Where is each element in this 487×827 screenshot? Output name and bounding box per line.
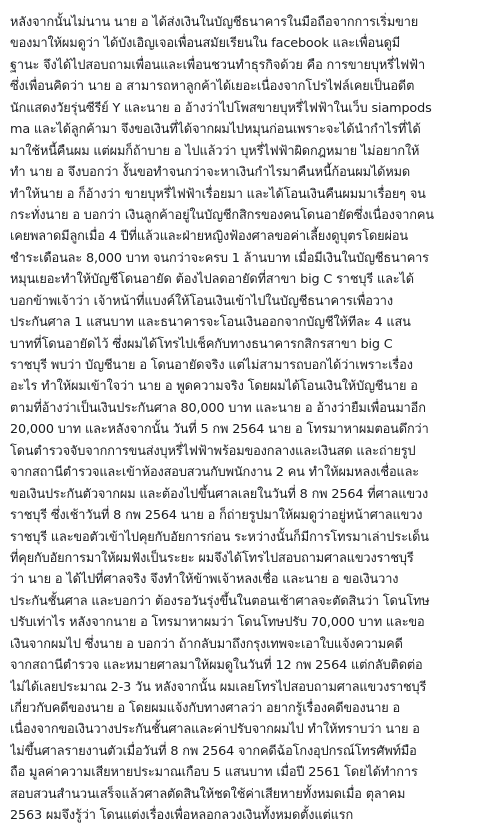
post-text-line: จากสถานีตำรวจและเข้าห้องสอบสวนกับพนักงาน 2 คน ทำให้ผมหลงเชื่อและ <box>10 465 419 481</box>
post-text-line: ไม่ได้เลยประมาณ 2-3 วัน หลังจากนั้น ผมเลยโทรไปสอบถามศาลแขวงราชบุรี <box>10 679 427 695</box>
post-text-line: บาทที่โดนอายัดไว้ ซึ่งผมได้โทรไปเช็คกับทางธนาคารกสิกรสาขา big C <box>10 336 393 352</box>
post-text-line: ของมาให้ผมดูว่า ได้บังเอิญเจอเพื่อนสมัยเรียนใน facebook และเพื่อนดูมี <box>10 36 401 52</box>
post-text-line: เงินจากผมไป ซึ่งนาย อ บอกว่า ถ้ากลับมาถึงกรุงเทพจะเอาใบแจ้งความคดี <box>10 636 403 652</box>
post-text-line: 20,000 บาท และหลังจากนั้น วันที่ 5 กพ 2564 นาย อ โทรมาหาผมตอนดึกว่า <box>10 422 429 438</box>
post-text-line: นักแสดงวัยรุ่นซีรีย์ Y และนาย อ อ้างว่าไปโพสขายบุหรี่ไฟฟ้าในเว็บ siampods <box>10 100 432 116</box>
post-text-line: ราชบุรี ซึ่งเช้าวันที่ 8 กพ 2564 นาย อ ก็ถ่ายรูปมาให้ผมดูว่าอยู่หน้าศาลแขวง <box>10 508 423 524</box>
post-text-line: ชำระเดือนละ 8,000 บาท จนกว่าจะครบ 1 ล้านบาท เมื่อมีเงินในบัญชีธนาคาร <box>10 250 429 266</box>
post-text-line: เกี่ยวกับคดีของนาย อ โดยผมแจ้งกับทางศาลว่า อยากรู้เรื่องคดีของนาย อ <box>10 701 401 716</box>
post-text-line: ซึ่งเพื่อนคิดว่า นาย อ สามารถหาลูกค้าได้เยอะเนื่องจากโปรไฟล์เคยเป็นอดีต <box>10 79 415 95</box>
post-text-line: ประกันชั้นศาล และบอกว่า ต้องรอวันรุ่งขึ้นในตอนเช้าศาลจะตัดสินว่า โดนโทษ <box>10 593 430 609</box>
post-text-line: บอกข้าพเจ้าว่า เจ้าหน้าที่แบงค์ให้โอนเงินเข้าไปในบัญชีธนาคารเพื่อวาง <box>10 293 393 309</box>
post-text-line: สอบสวนสำนวนเสร็จแล้วศาลตัดสินให้ชดใช้ค่าเสียหายทั้งหมดเมื่อ ตุลาคม <box>10 786 406 802</box>
post-text-line: เคยพลาดมีลูกเมื่อ 4 ปีที่แล้วและฝ่ายหญิงฟ้องศาลขอค่าเลี้ยงดูบุตรโดยผ่อน <box>10 229 408 245</box>
post-text-line: ที่คุยกับอัยการมาให้ผมฟังเป็นระยะ ผมจึงได้โทรไปสอบถามศาลแขวงราชบุรี <box>10 550 414 566</box>
post-text-line: ma และได้ลูกค้ามา จึงขอเงินที่ได้จากผมไปหมุนก่อนเพราะจะได้นำกำไรที่ได้ <box>10 122 421 138</box>
post-text-line: ถือ มูลค่าความเสียหายประมาณเกือบ 5 แสนบาท เมื่อปี 2561 โดยได้ทำการ <box>10 765 418 781</box>
post-text-line: โดนตำรวจจับจากการขนส่งบุหรี่ไฟฟ้าพร้อมของกลางและเงินสด และถ่ายรูป <box>10 443 416 459</box>
post-text-line: ราชบุรี พบว่า บัญชีนาย อ โดนอายัดจริง แต่ไม่สามารถบอกได้ว่าเพราะเรื่อง <box>10 358 413 373</box>
post-text-line: ประกันศาล 1 แสนบาท และธนาคารจะโอนเงินออกจากบัญชีให้ทีละ 4 แสน <box>10 315 411 331</box>
post-text-line: จากสถานีตำรวจ และหมายศาลมาให้ผมดูในวันที่ 12 กพ 2564 แต่กลับติดต่อ <box>10 658 423 674</box>
post-text-line: ว่า นาย อ ได้ไปที่ศาลจริง จึงทำให้ข้าพเจ้าหลงเชื่อ และนาย อ ขอเงินวาง <box>10 572 399 588</box>
post-text-line: ราชบุรี และขอตัวเข้าไปคุยกับอัยการก่อน ระหว่างนั้นก็มีการโทรมาเล่าประเด็น <box>10 529 429 545</box>
post-text-line: ตามที่อ้างว่าเป็นเงินประกันศาล 80,000 บาท และนาย อ อ้างว่ายืมเพื่อนมาอีก <box>10 400 426 416</box>
post-text-line: กระทั่งนาย อ บอกว่า เงินลูกค้าอยู่ในบัญชีกสิกรของคนโดนอายัดซึ่งเนื่องจากคน <box>10 207 434 223</box>
post-text-line: หลังจากนั้นไม่นาน นาย อ ได้ส่งเงินในบัญชีธนาคารในมือถือจากการเริ่มขาย <box>10 15 419 30</box>
post-text-line: มาใช้หนี้คืนผม แต่ผมก็ถ้าบาย อ ไปแล้วว่า บุหรี่ไฟฟ้าผิดกฎหมาย ไม่อยากให้ <box>10 143 420 159</box>
post-text-line: ปรับเท่าไร หลังจากนาย อ โทรมาหาผมว่า โดนโทษปรับ 70,000 บาท และขอ <box>10 615 425 631</box>
post-text-line: ทำ นาย อ จึงบอกว่า งั้นขอทำจนกว่าจะหาเงินกำไรมาคืนหนี้ก้อนผมได้หมด <box>10 165 411 181</box>
post-text-line: หมุนเยอะทำให้บัญชีโดนอายัด ต้องไปลดอายัดที่สาขา big C ราชบุรี และได้ <box>10 272 414 288</box>
post-text-line: ทำให้นาย อ ก็อ้างว่า ขายบุหรี่ไฟฟ้าเรื่อยมา และได้โอนเงินคืนผมมาเรื่อยๆ จน <box>10 186 426 202</box>
post-text-line: เนื่องจากขอเงินวางประกันชั้นศาลและค่าปรับจากผมไป ทำให้ทราบว่า นาย อ <box>10 722 420 738</box>
post-text-line: อะไร ทำให้ผมเข้าใจว่า นาย อ พูดความจริง โดยผมได้โอนเงินให้บัญชีนาย อ <box>10 379 418 395</box>
post-text-line: ฐานะ จึงได้ไปสอบถามเพื่อนและเพื่อนชวนทำธุรกิจด้วย คือ การขายบุหรี่ไฟฟ้า <box>10 57 425 73</box>
post-text-line: ไม่ขึ้นศาลรายงานตัวเมื่อวันที่ 8 กพ 2564 จากคดีฉ้อโกงอุปกรณ์โทรศัพท์มือ <box>10 743 417 759</box>
post-text-line: 2563 ผมจึงรู้ว่า โดนแต่งเรื่องเพื่อหลอกลวงเงินทั้งหมดตั้งแต่แรก <box>10 808 354 824</box>
post-text-line: ขอเงินประกันตัวจากผม และต้องไปขึ้นศาลเลยในวันที่ 8 กพ 2564 ที่ศาลแขวง <box>10 486 429 502</box>
